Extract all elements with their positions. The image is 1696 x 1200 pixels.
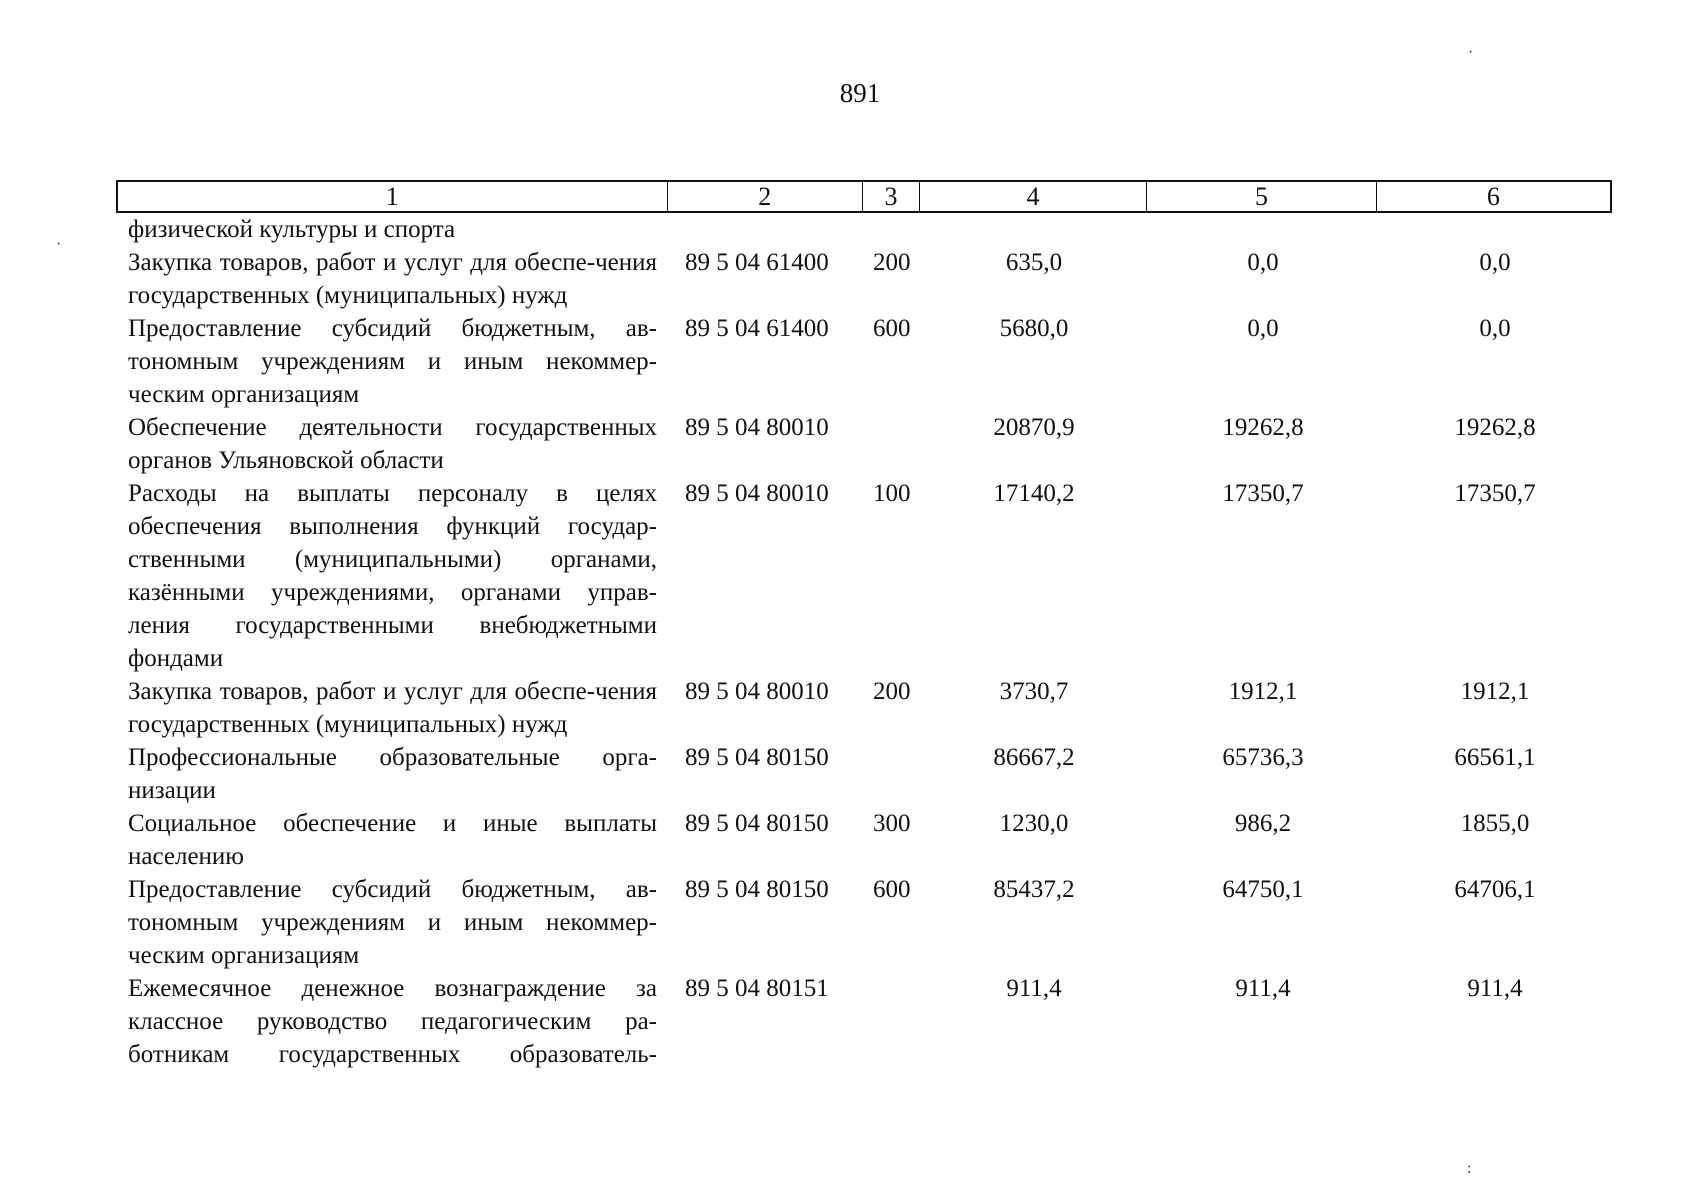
row-value-4: 5680,0: [999, 315, 1069, 342]
row-type: 200: [873, 678, 911, 705]
table-body: [116, 213, 1612, 1071]
table-row: [116, 972, 1612, 1071]
table-row: [116, 873, 1612, 972]
table-row: [116, 411, 1612, 477]
row-value-4: 86667,2: [993, 744, 1075, 771]
header-col-3: 3: [863, 182, 920, 211]
row-value-6: 64706,1: [1454, 876, 1536, 903]
row-value-5: 0,0: [1247, 249, 1279, 276]
row-name: Обеспечение деятельности государственных органов Ульяновской области: [128, 414, 657, 474]
row-value-6: 66561,1: [1454, 744, 1536, 771]
row-name: Расходы на выплаты персоналу в целях обеспечения выполнения функций государ-ственными (муниципальными) органами, казёнными учреждениями, органами управ-ления государственными внебюджетными фондами: [128, 480, 657, 672]
row-value-4: 1230,0: [999, 810, 1069, 837]
row-code: 89 5 04 80150: [685, 810, 829, 837]
header-col-6: 6: [1486, 182, 1500, 211]
row-type: 200: [873, 249, 911, 276]
budget-table: [116, 180, 1612, 1071]
row-name: Профессиональные образовательные орга-низации: [128, 744, 657, 804]
row-value-6: 911,4: [1467, 975, 1523, 1002]
row-value-5: 0,0: [1247, 315, 1279, 342]
row-code: 89 5 04 80150: [685, 744, 829, 771]
header-col-2: 2: [668, 182, 863, 211]
row-code: 89 5 04 80010: [685, 678, 829, 705]
table-row: [116, 675, 1612, 741]
row-type: 100: [873, 480, 911, 507]
row-value-6: 1855,0: [1460, 810, 1530, 837]
page-number: 891: [839, 78, 881, 108]
row-value-6: 17350,7: [1454, 480, 1536, 507]
table-header-row: [116, 180, 1612, 213]
row-value-6: 19262,8: [1454, 414, 1536, 441]
row-value-4: 85437,2: [993, 876, 1075, 903]
row-value-4: 17140,2: [993, 480, 1075, 507]
continuation-row: [116, 213, 1612, 246]
row-name: Предоставление субсидий бюджетным, ав-тономным учреждениям и иным некоммер-ческим организациям: [128, 315, 657, 408]
row-name: Предоставление субсидий бюджетным, ав-тономным учреждениям и иным некоммер-ческим организациям: [128, 876, 657, 969]
row-type: 300: [873, 810, 911, 837]
row-type: 600: [873, 876, 911, 903]
row-code: 89 5 04 61400: [685, 249, 829, 276]
table-row: [116, 312, 1612, 411]
table-row: [116, 807, 1612, 873]
table-row: [116, 246, 1612, 312]
table-row: [116, 741, 1612, 807]
row-value-5: 65736,3: [1222, 744, 1304, 771]
row-type: [863, 741, 920, 807]
row-value-4: 3730,7: [999, 678, 1069, 705]
row-code: 89 5 04 80010: [685, 480, 829, 507]
row-type: [863, 411, 920, 477]
row-code: 89 5 04 61400: [685, 315, 829, 342]
header-col-4: 4: [920, 182, 1147, 211]
row-name: Закупка товаров, работ и услуг для обеспе-чения государственных (муниципальных) нужд: [128, 678, 657, 738]
row-value-6: 1912,1: [1460, 678, 1530, 705]
row-code: 89 5 04 80151: [685, 975, 829, 1002]
row-name: Социальное обеспечение и иные выплаты населению: [128, 810, 657, 870]
continuation-text: физической культуры и спорта: [128, 216, 456, 243]
row-value-5: 1912,1: [1228, 678, 1298, 705]
row-value-5: 19262,8: [1222, 414, 1304, 441]
scan-speck: ·: [1468, 44, 1474, 61]
row-value-4: 20870,9: [993, 414, 1075, 441]
row-value-4: 635,0: [1005, 249, 1063, 276]
row-type: 600: [873, 315, 911, 342]
table-row: [116, 477, 1612, 675]
scan-speck: :: [1467, 1160, 1472, 1177]
row-name: Закупка товаров, работ и услуг для обеспе-чения государственных (муниципальных) нужд: [128, 249, 657, 309]
row-value-5: 64750,1: [1222, 876, 1304, 903]
row-value-6: 0,0: [1479, 315, 1511, 342]
row-name: Ежемесячное денежное вознаграждение за классное руководство педагогическим ра-ботникам государственных образователь-: [128, 975, 657, 1068]
row-value-5: 17350,7: [1222, 480, 1304, 507]
row-code: 89 5 04 80150: [685, 876, 829, 903]
row-value-6: 0,0: [1479, 249, 1511, 276]
row-value-5: 986,2: [1234, 810, 1292, 837]
header-col-1: 1: [118, 182, 668, 211]
row-value-4: 911,4: [1006, 975, 1062, 1002]
row-value-5: 911,4: [1235, 975, 1291, 1002]
row-code: 89 5 04 80010: [685, 414, 829, 441]
header-col-5: 5: [1147, 182, 1376, 211]
row-type: [863, 972, 920, 1071]
scan-speck: ·: [56, 236, 62, 253]
